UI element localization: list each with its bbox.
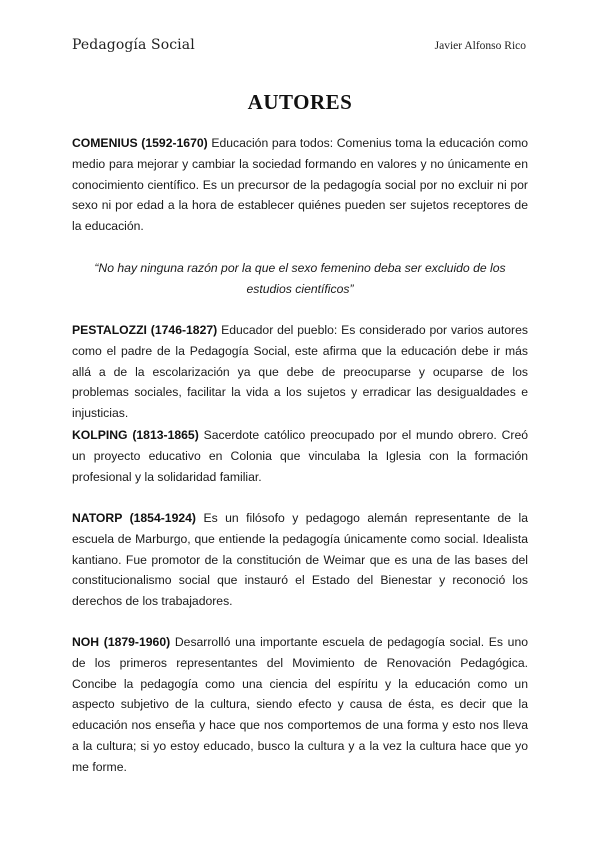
author-name: NOH (1879-1960) <box>72 635 171 649</box>
author-name: KOLPING (1813-1865) <box>72 428 199 442</box>
page-title: AUTORES <box>247 90 353 114</box>
comenius-quote <box>72 258 528 300</box>
author-description: Sacerdote católico preocupado por el mundo obrero. Creó un proyecto educativo en Colonia que vinculaba la Iglesia con la formación profesional y la solidaridad familiar. <box>72 428 528 484</box>
author-paragraph-natorp <box>72 508 528 612</box>
header-course-title: Pedagogía Social <box>72 37 195 53</box>
quote-line: estudios científicos” <box>246 281 354 296</box>
author-name: NATORP (1854-1924) <box>72 511 196 525</box>
quote-line: “No hay ninguna razón por la que el sexo femenino deba ser excluido de los <box>94 261 506 275</box>
author-paragraph-kolping <box>72 425 528 487</box>
author-paragraph-noh <box>72 632 528 778</box>
author-name: PESTALOZZI (1746-1827) <box>72 323 218 337</box>
header-author-name: Javier Alfonso Rico <box>434 40 526 52</box>
author-description: Educador del pueblo: Es considerado por varios autores como el padre de la Pedagogía Social, este afirma que la educación debe ir más allá a de la escolarización ya que debe de preocuparse y ocuparse de los problemas sociales, facilitar la vida a los sujetos y erradicar las desigualdades e injusticias. <box>72 323 528 421</box>
author-paragraph-comenius <box>72 133 528 237</box>
author-description: Educación para todos: Comenius toma la educación como medio para mejorar y cambiar la sociedad formando en valores y no únicamente en conocimiento científico. Es un precursor de la pedagogía social por no excluir ni por sexo ni por edad a la hora de establecer quiénes pueden ser sujetos receptores de la educación. <box>72 136 528 234</box>
author-paragraph-pestalozzi <box>72 320 528 424</box>
author-name: COMENIUS (1592-1670) <box>72 136 208 150</box>
author-description: Desarrolló una importante escuela de pedagogía social. Es uno de los primeros representantes del Movimiento de Renovación Pedagógica. Concibe la pedagogía como una ciencia del espíritu y la educación como un aspecto subjetivo de la cultura, siendo efecto y causa de ésta, es decir que la educación nos enseña y hace que nos comportemos de una forma y esto nos lleva a la cultura; si yo estoy educado, busco la cultura y a la vez la cultura hace que yo me forme. <box>72 635 529 774</box>
author-description: Es un filósofo y pedagogo alemán representante de la escuela de Marburgo, que entiende la pedagogía únicamente como social. Idealista kantiano. Fue promotor de la constitución de Weimar que es una de las bases del constitucionalismo social que instauró el Estado del Bienestar y reconoció los derechos de los trabajadores. <box>72 511 528 609</box>
